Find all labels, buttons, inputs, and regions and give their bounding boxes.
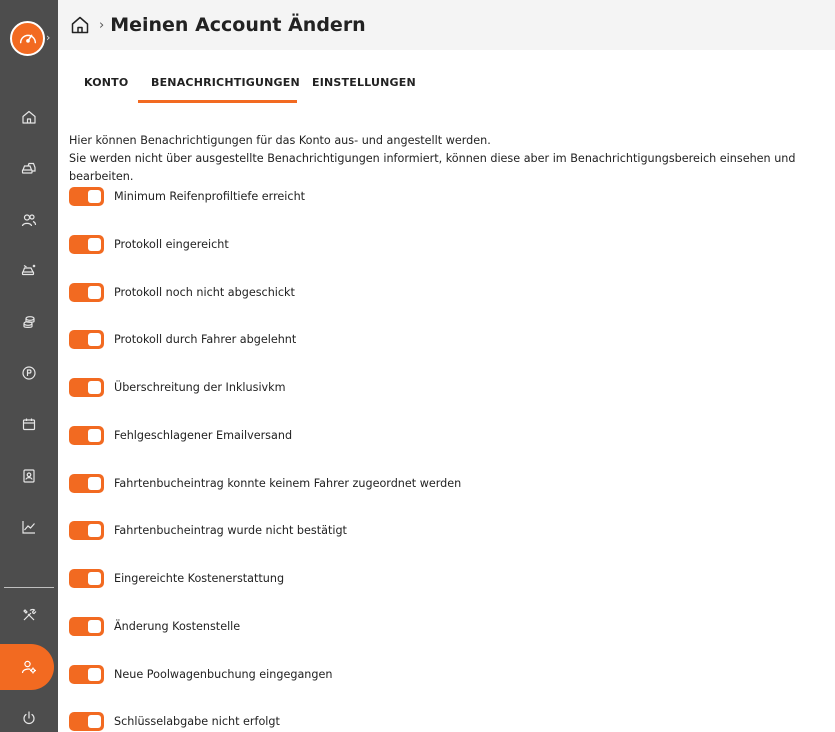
notification-toggle[interactable] bbox=[69, 330, 104, 349]
breadcrumb-separator: › bbox=[99, 17, 105, 33]
intro-line-1: Hier können Benachrichtigungen für das Konto aus- und angestellt werden. bbox=[69, 134, 491, 147]
notification-label: Protokoll noch nicht abgeschickt bbox=[114, 285, 295, 299]
toggle-knob bbox=[88, 620, 101, 633]
notification-row bbox=[69, 566, 284, 590]
notification-label: Fehlgeschlagener Emailversand bbox=[114, 428, 293, 442]
notification-label: Fahrtenbucheintrag konnte keinem Fahrer zugeordnet werden bbox=[114, 476, 462, 490]
user-settings-icon[interactable] bbox=[16, 654, 42, 680]
notification-row bbox=[69, 184, 305, 208]
intro-text bbox=[69, 132, 829, 186]
notification-toggle[interactable] bbox=[69, 283, 104, 302]
damage-icon[interactable] bbox=[16, 257, 42, 283]
notification-label: Fahrtenbucheintrag wurde nicht bestätigt bbox=[114, 523, 347, 537]
contacts-icon[interactable] bbox=[16, 463, 42, 489]
toggle-knob bbox=[88, 668, 101, 681]
notification-row bbox=[69, 709, 280, 732]
notification-row bbox=[69, 280, 295, 304]
notification-row bbox=[69, 662, 332, 686]
notification-label: Änderung Kostenstelle bbox=[114, 619, 241, 633]
notification-toggle[interactable] bbox=[69, 474, 104, 493]
users-icon[interactable] bbox=[16, 207, 42, 233]
page-title: Meinen Account Ändern bbox=[110, 14, 366, 36]
notification-toggle[interactable] bbox=[69, 426, 104, 445]
notification-label: Schlüsselabgabe nicht erfolgt bbox=[114, 714, 280, 728]
toggle-knob bbox=[88, 238, 101, 251]
toggle-knob bbox=[88, 286, 101, 299]
calendar-icon[interactable] bbox=[16, 411, 42, 437]
notification-toggle[interactable] bbox=[69, 235, 104, 254]
coins-icon[interactable] bbox=[16, 309, 42, 335]
tab-bar bbox=[58, 50, 835, 106]
notification-label: Neue Poolwagenbuchung eingegangen bbox=[114, 667, 333, 681]
notification-toggle[interactable] bbox=[69, 617, 104, 636]
page-header bbox=[58, 0, 835, 50]
notification-label: Protokoll durch Fahrer abgelehnt bbox=[114, 332, 297, 346]
notification-row bbox=[69, 471, 461, 495]
notification-row bbox=[69, 614, 240, 638]
notification-toggle[interactable] bbox=[69, 712, 104, 731]
parking-icon[interactable] bbox=[16, 360, 42, 386]
sidebar bbox=[0, 0, 58, 732]
toggle-knob bbox=[88, 381, 101, 394]
chart-icon[interactable] bbox=[16, 514, 42, 540]
notification-row bbox=[69, 375, 286, 399]
notification-toggle[interactable] bbox=[69, 378, 104, 397]
notification-row bbox=[69, 232, 229, 256]
intro-line-2: Sie werden nicht über ausgestellte Benachrichtigungen informiert, können diese aber im Benachrichtigungsbereich einsehen und bearbeiten. bbox=[69, 152, 796, 183]
toggle-knob bbox=[88, 477, 101, 490]
sidebar-divider bbox=[4, 587, 54, 588]
speedometer-icon[interactable] bbox=[10, 21, 45, 56]
power-icon[interactable] bbox=[16, 705, 42, 731]
sidebar-expand-icon[interactable]: › bbox=[46, 31, 51, 44]
notification-row bbox=[69, 423, 292, 447]
notification-toggle[interactable] bbox=[69, 521, 104, 540]
notification-toggle[interactable] bbox=[69, 665, 104, 684]
notification-row bbox=[69, 518, 347, 542]
toggle-knob bbox=[88, 524, 101, 537]
tab-benachrichtigungen[interactable]: BENACHRICHTIGUNGEN bbox=[151, 76, 300, 89]
vehicles-icon[interactable] bbox=[16, 156, 42, 182]
notification-label: Minimum Reifenprofiltiefe erreicht bbox=[114, 189, 306, 203]
tools-icon[interactable] bbox=[16, 602, 42, 628]
notification-toggle[interactable] bbox=[69, 569, 104, 588]
notification-label: Protokoll eingereicht bbox=[114, 237, 229, 251]
tab-konto[interactable]: KONTO bbox=[84, 76, 129, 89]
toggle-knob bbox=[88, 572, 101, 585]
tab-einstellungen[interactable]: EINSTELLUNGEN bbox=[312, 76, 416, 89]
home-icon[interactable] bbox=[16, 104, 42, 130]
toggle-knob bbox=[88, 715, 101, 728]
notification-label: Eingereichte Kostenerstattung bbox=[114, 571, 285, 585]
notification-label: Überschreitung der Inklusivkm bbox=[114, 380, 286, 394]
toggle-knob bbox=[88, 333, 101, 346]
active-tab-indicator bbox=[138, 100, 297, 103]
notification-toggle[interactable] bbox=[69, 187, 104, 206]
notification-row bbox=[69, 327, 296, 351]
toggle-knob bbox=[88, 429, 101, 442]
breadcrumb-home-icon[interactable] bbox=[69, 14, 91, 36]
toggle-knob bbox=[88, 190, 101, 203]
